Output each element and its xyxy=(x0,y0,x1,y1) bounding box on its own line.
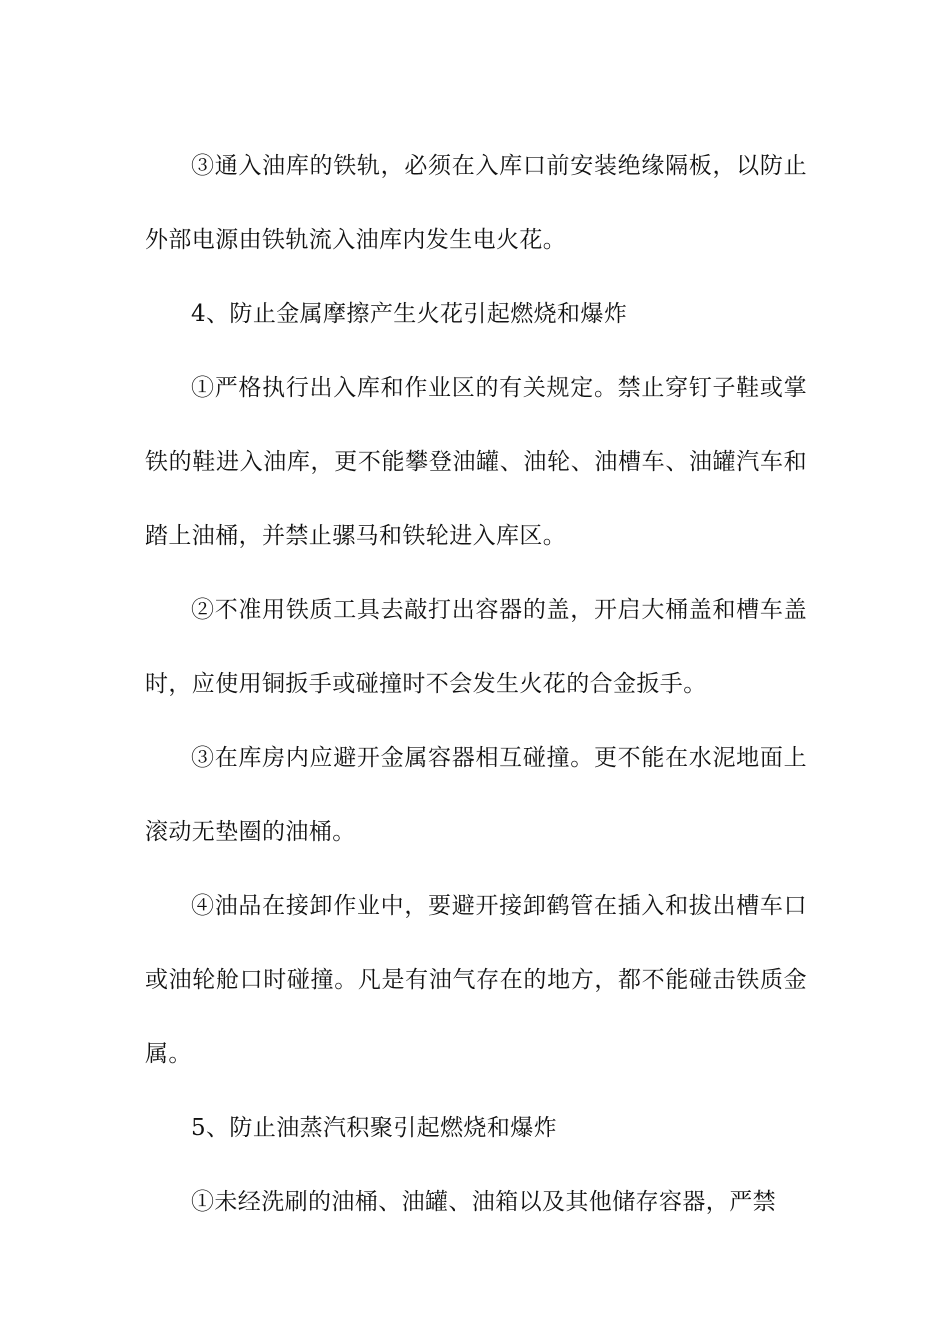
paragraph-entry-rules: ①严格执行出入库和作业区的有关规定。禁止穿钉子鞋或掌铁的鞋进入油库，更不能攀登油罐、油轮、油槽车、油罐汽车和踏上油桶，并禁止骡马和铁轮进入库区。 xyxy=(145,375,807,549)
paragraph-no-iron-tools: ②不准用铁质工具去敲打出容器的盖，开启大桶盖和槽车盖时，应使用铜扳手或碰撞时不会发生火花的合金扳手。 xyxy=(145,597,807,697)
paragraph-loading-unloading: ④油品在接卸作业中，要避开接卸鹤管在插入和拔出槽车口或油轮舱口时碰撞。凡是有油气存在的地方，都不能碰击铁质金属。 xyxy=(145,893,807,1067)
paragraph-avoid-collision: ③在库房内应避开金属容器相互碰撞。更不能在水泥地面上滚动无垫圈的油桶。 xyxy=(145,745,807,845)
paragraph-unwashed-containers: ①未经洗刷的油桶、油罐、油箱以及其他储存容器，严禁 xyxy=(191,1189,776,1215)
section-heading-metal-friction: 4、防止金属摩擦产生火花引起燃烧和爆炸 xyxy=(191,301,628,327)
section-heading-vapor-accumulation: 5、防止油蒸汽积聚引起燃烧和爆炸 xyxy=(191,1115,558,1141)
document-body xyxy=(145,129,807,1239)
paragraph-rail-insulation: ③通入油库的铁轨，必须在入库口前安装绝缘隔板，以防止外部电源由铁轨流入油库内发生电火花。 xyxy=(145,153,807,253)
